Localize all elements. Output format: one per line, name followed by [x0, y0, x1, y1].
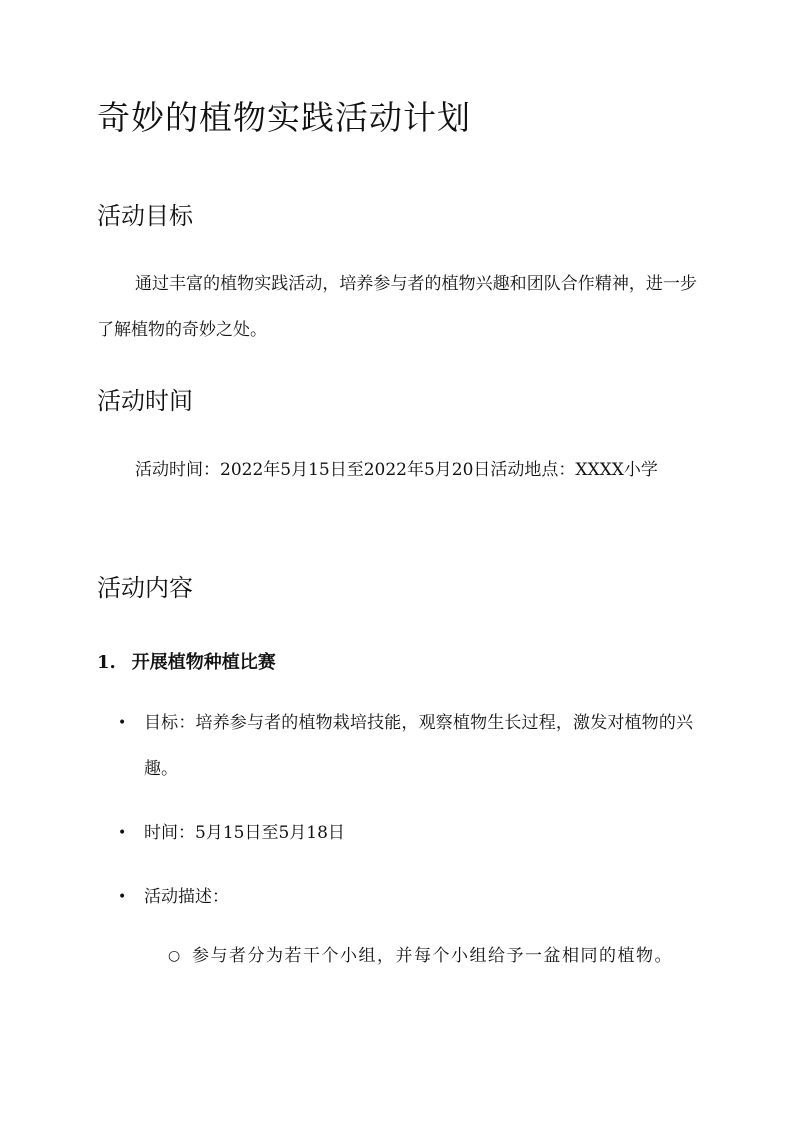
- content-item-1-title: 开展植物种植比赛: [131, 652, 276, 673]
- list-item: [118, 810, 693, 856]
- document-title: 奇妙的植物实践活动计划: [97, 98, 471, 137]
- bullet-icon: •: [118, 715, 127, 731]
- bullet-text-goal: 目标：培养参与者的植物栽培技能，观察植物生长过程，激发对植物的兴趣。: [144, 713, 693, 779]
- circle-bullet-icon: ○: [168, 948, 181, 964]
- sub-list-item: [168, 933, 694, 979]
- list-item: [118, 874, 693, 920]
- content-item-1-number: 1.: [97, 652, 116, 673]
- time-paragraph: 活动时间：2022年5月15日至2022年5月20日活动地点：XXXX小学: [135, 460, 658, 480]
- bullet-icon: •: [118, 825, 127, 841]
- section-heading-goal: 活动目标: [97, 202, 193, 230]
- bullet-icon: •: [118, 889, 127, 905]
- goal-paragraph: 通过丰富的植物实践活动，培养参与者的植物兴趣和团队合作精神，进一步了解植物的奇妙之处。: [97, 274, 697, 340]
- content-item-1-heading: [97, 648, 276, 674]
- list-item: [118, 700, 693, 792]
- section-heading-content: 活动内容: [97, 574, 193, 602]
- bullet-text-description: 活动描述：: [144, 887, 229, 907]
- section-heading-time: 活动时间: [97, 387, 193, 415]
- bullet-text-time: 时间：5月15日至5月18日: [144, 823, 345, 843]
- sub-bullet-text: 参与者分为若干个小组，并每个小组给予一盆相同的植物。: [192, 946, 673, 966]
